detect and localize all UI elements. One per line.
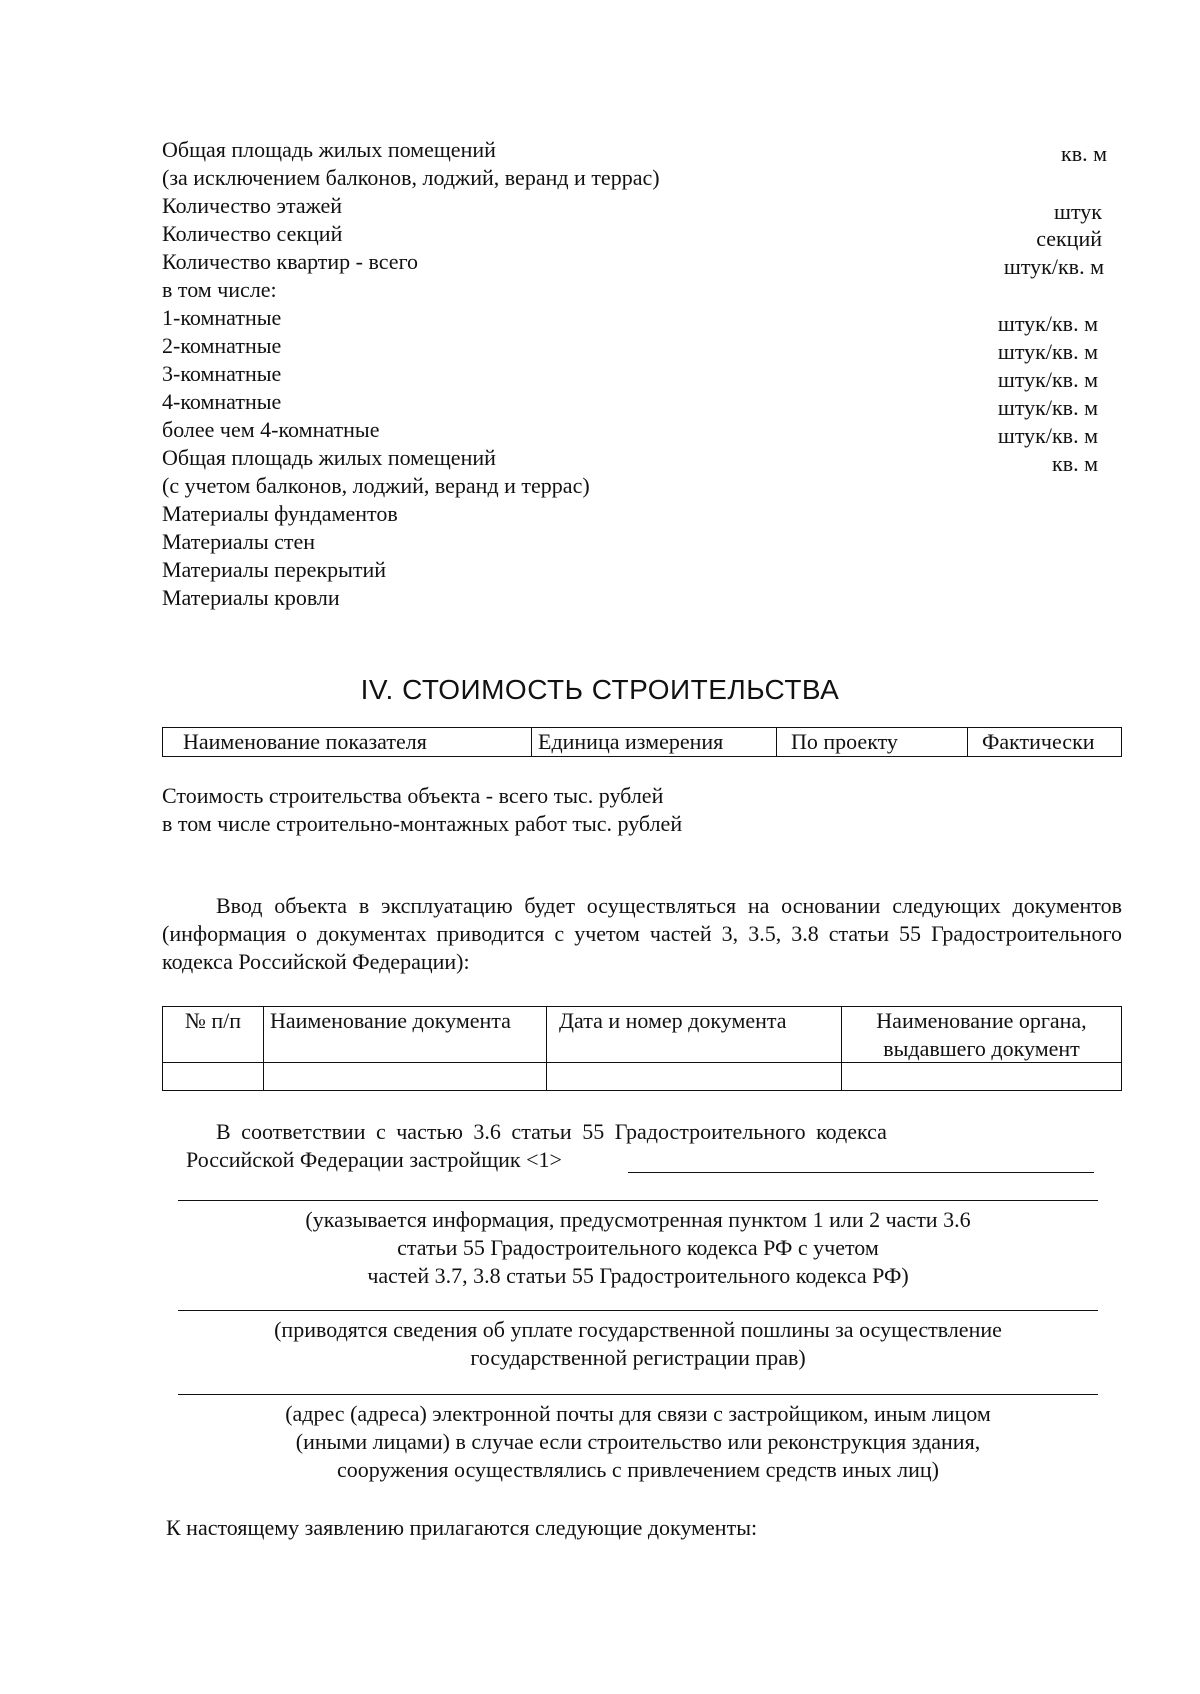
note-line: статьи 55 Градостроительного кодекса РФ с учетом xyxy=(397,1235,879,1260)
note-developer-info xyxy=(178,1206,1098,1290)
developer-line-1: В соответствии с частью 3.6 статьи 55 Градостроительного кодекса xyxy=(216,1119,887,1144)
table-cell xyxy=(264,1063,547,1091)
spec-label: Материалы стен xyxy=(162,529,316,554)
cost-table-header: Наименование показателя xyxy=(163,728,532,757)
note-line: сооружения осуществлялись с привлечением средств иных лиц) xyxy=(337,1457,939,1482)
spec-label: (за исключением балконов, лоджий, веранд и террас) xyxy=(162,165,660,190)
documents-table-header: Дата и номер документа xyxy=(547,1007,842,1063)
spec-unit: секций xyxy=(1036,226,1102,251)
note-line: (указывается информация, предусмотренная пунктом 1 или 2 части 3.6 xyxy=(305,1207,971,1232)
spec-unit: штук/кв. м xyxy=(997,423,1098,448)
cost-total: Стоимость строительства объекта - всего тыс. рублей xyxy=(162,783,664,808)
cost-smr: в том числе строительно-монтажных работ тыс. рублей xyxy=(162,811,683,836)
documents-table-header: Наименование документа xyxy=(264,1007,547,1063)
note-state-fee xyxy=(178,1316,1098,1372)
spec-label: 4-комнатные xyxy=(162,389,282,414)
note-line: (иными лицами) в случае если строительство или реконструкция здания, xyxy=(295,1429,981,1454)
spec-label: Материалы фундаментов xyxy=(162,501,398,526)
section-title: IV. СТОИМОСТЬ СТРОИТЕЛЬСТВА xyxy=(360,674,840,705)
cost-table-header: Единица измерения xyxy=(532,728,777,757)
spec-label: 1-комнатные xyxy=(162,305,282,330)
signature-line xyxy=(178,1310,1098,1311)
developer-line-2: Российской Федерации застройщик <1> xyxy=(186,1147,562,1172)
cost-table-header: Фактически xyxy=(968,728,1122,757)
spec-unit: штук/кв. м xyxy=(1003,254,1104,279)
note-line: (приводятся сведения об уплате государственной пошлины за осуществление xyxy=(274,1317,1002,1342)
documents-table xyxy=(162,1006,1122,1091)
note-line: государственной регистрации прав) xyxy=(470,1345,806,1370)
spec-unit: штук/кв. м xyxy=(997,367,1098,392)
table-cell xyxy=(842,1063,1122,1091)
documents-table-header: Наименование органа, выдавшего документ xyxy=(842,1007,1122,1063)
attachments-intro: К настоящему заявлению прилагаются следующие документы: xyxy=(166,1515,758,1540)
documents-table-header: № п/п xyxy=(163,1007,264,1063)
note-line: (адрес (адреса) электронной почты для связи с застройщиком, иным лицом xyxy=(285,1401,991,1426)
table-cell xyxy=(163,1063,264,1091)
spec-label: Материалы кровли xyxy=(162,585,340,610)
signature-line xyxy=(178,1394,1098,1395)
commissioning-paragraph: Ввод объекта в эксплуатацию будет осуществляться на основании следующих документов (информация о документах приводится с учетом частей 3, 3.5, 3.8 статьи 55 Градостроительного кодекса Российской Федерации): xyxy=(162,893,1122,974)
spec-unit: кв. м xyxy=(1061,141,1107,166)
signature-line xyxy=(178,1200,1098,1201)
spec-label: Материалы перекрытий xyxy=(162,557,387,582)
spec-label: Количество этажей xyxy=(162,193,343,218)
spec-unit: штук/кв. м xyxy=(997,339,1098,364)
spec-label: (с учетом балконов, лоджий, веранд и террас) xyxy=(162,473,590,498)
spec-label: 3-комнатные xyxy=(162,361,282,386)
cost-table-header: По проекту xyxy=(777,728,968,757)
developer-fill-line xyxy=(628,1172,1094,1173)
table-row xyxy=(163,1063,1122,1091)
spec-label: Количество секций xyxy=(162,221,343,246)
spec-label: Количество квартир - всего xyxy=(162,249,419,274)
note-line: частей 3.7, 3.8 статьи 55 Градостроительного кодекса РФ) xyxy=(367,1263,909,1288)
spec-label: более чем 4-комнатные xyxy=(162,417,380,442)
spec-unit: кв. м xyxy=(1052,451,1098,476)
spec-label: в том числе: xyxy=(162,277,277,302)
spec-label: 2-комнатные xyxy=(162,333,282,358)
spec-unit: штук xyxy=(1054,199,1102,224)
spec-unit: штук/кв. м xyxy=(997,311,1098,336)
cost-table xyxy=(162,727,1122,757)
note-email xyxy=(178,1400,1098,1484)
spec-label: Общая площадь жилых помещений xyxy=(162,445,496,470)
table-cell xyxy=(547,1063,842,1091)
spec-unit: штук/кв. м xyxy=(997,395,1098,420)
spec-label: Общая площадь жилых помещений xyxy=(162,137,496,162)
